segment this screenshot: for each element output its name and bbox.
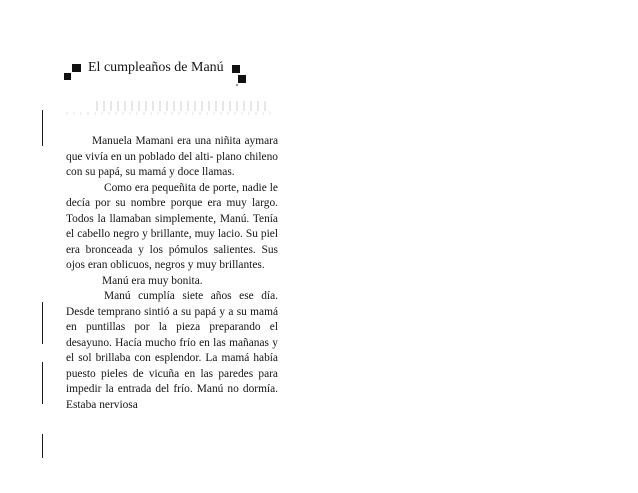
square-ornament [64,73,71,80]
margin-bar [42,434,43,458]
paragraph: Manú cumplía siete años ese día. Desde temprano sintió a su papá y a su mamá en puntillas por la pieza preparando el desayuno. Hacía mucho frío en las mañanas y el sol brillaba con esplendor. La mamá había puesto pieles de vicuña en las paredes para impedir la entrada del frío. Manú no dormía. Estaba nerviosa [66,290,278,411]
scan-noise [66,112,276,115]
paragraph: Como era pequeñita de porte, nadie le decía por su nombre porque era muy largo. Todos la llamaban simplemente, Manú. Tenía el cabello negro y brillante, muy lacio. Su piel era bronceada y los pómulos salientes. Sus ojos eran oblicuos, negros y muy brillantes. [66,181,278,271]
scan-speck [236,84,238,86]
paragraph: Manú era muy bonita. [102,274,203,287]
square-ornament [238,75,246,83]
margin-bar [42,362,43,404]
paragraph: Manuela Mamani era una niñita aymara que vivía en un poblado del alti- plano chileno con su papá, su mamá y doce llamas. [66,135,278,178]
margin-bar [42,110,43,146]
margin-bar [42,302,43,344]
square-ornament [72,64,81,72]
square-ornament [232,65,240,73]
story-body [66,134,278,413]
scan-noise [96,101,266,111]
story-title: El cumpleaños de Manú [88,60,224,75]
